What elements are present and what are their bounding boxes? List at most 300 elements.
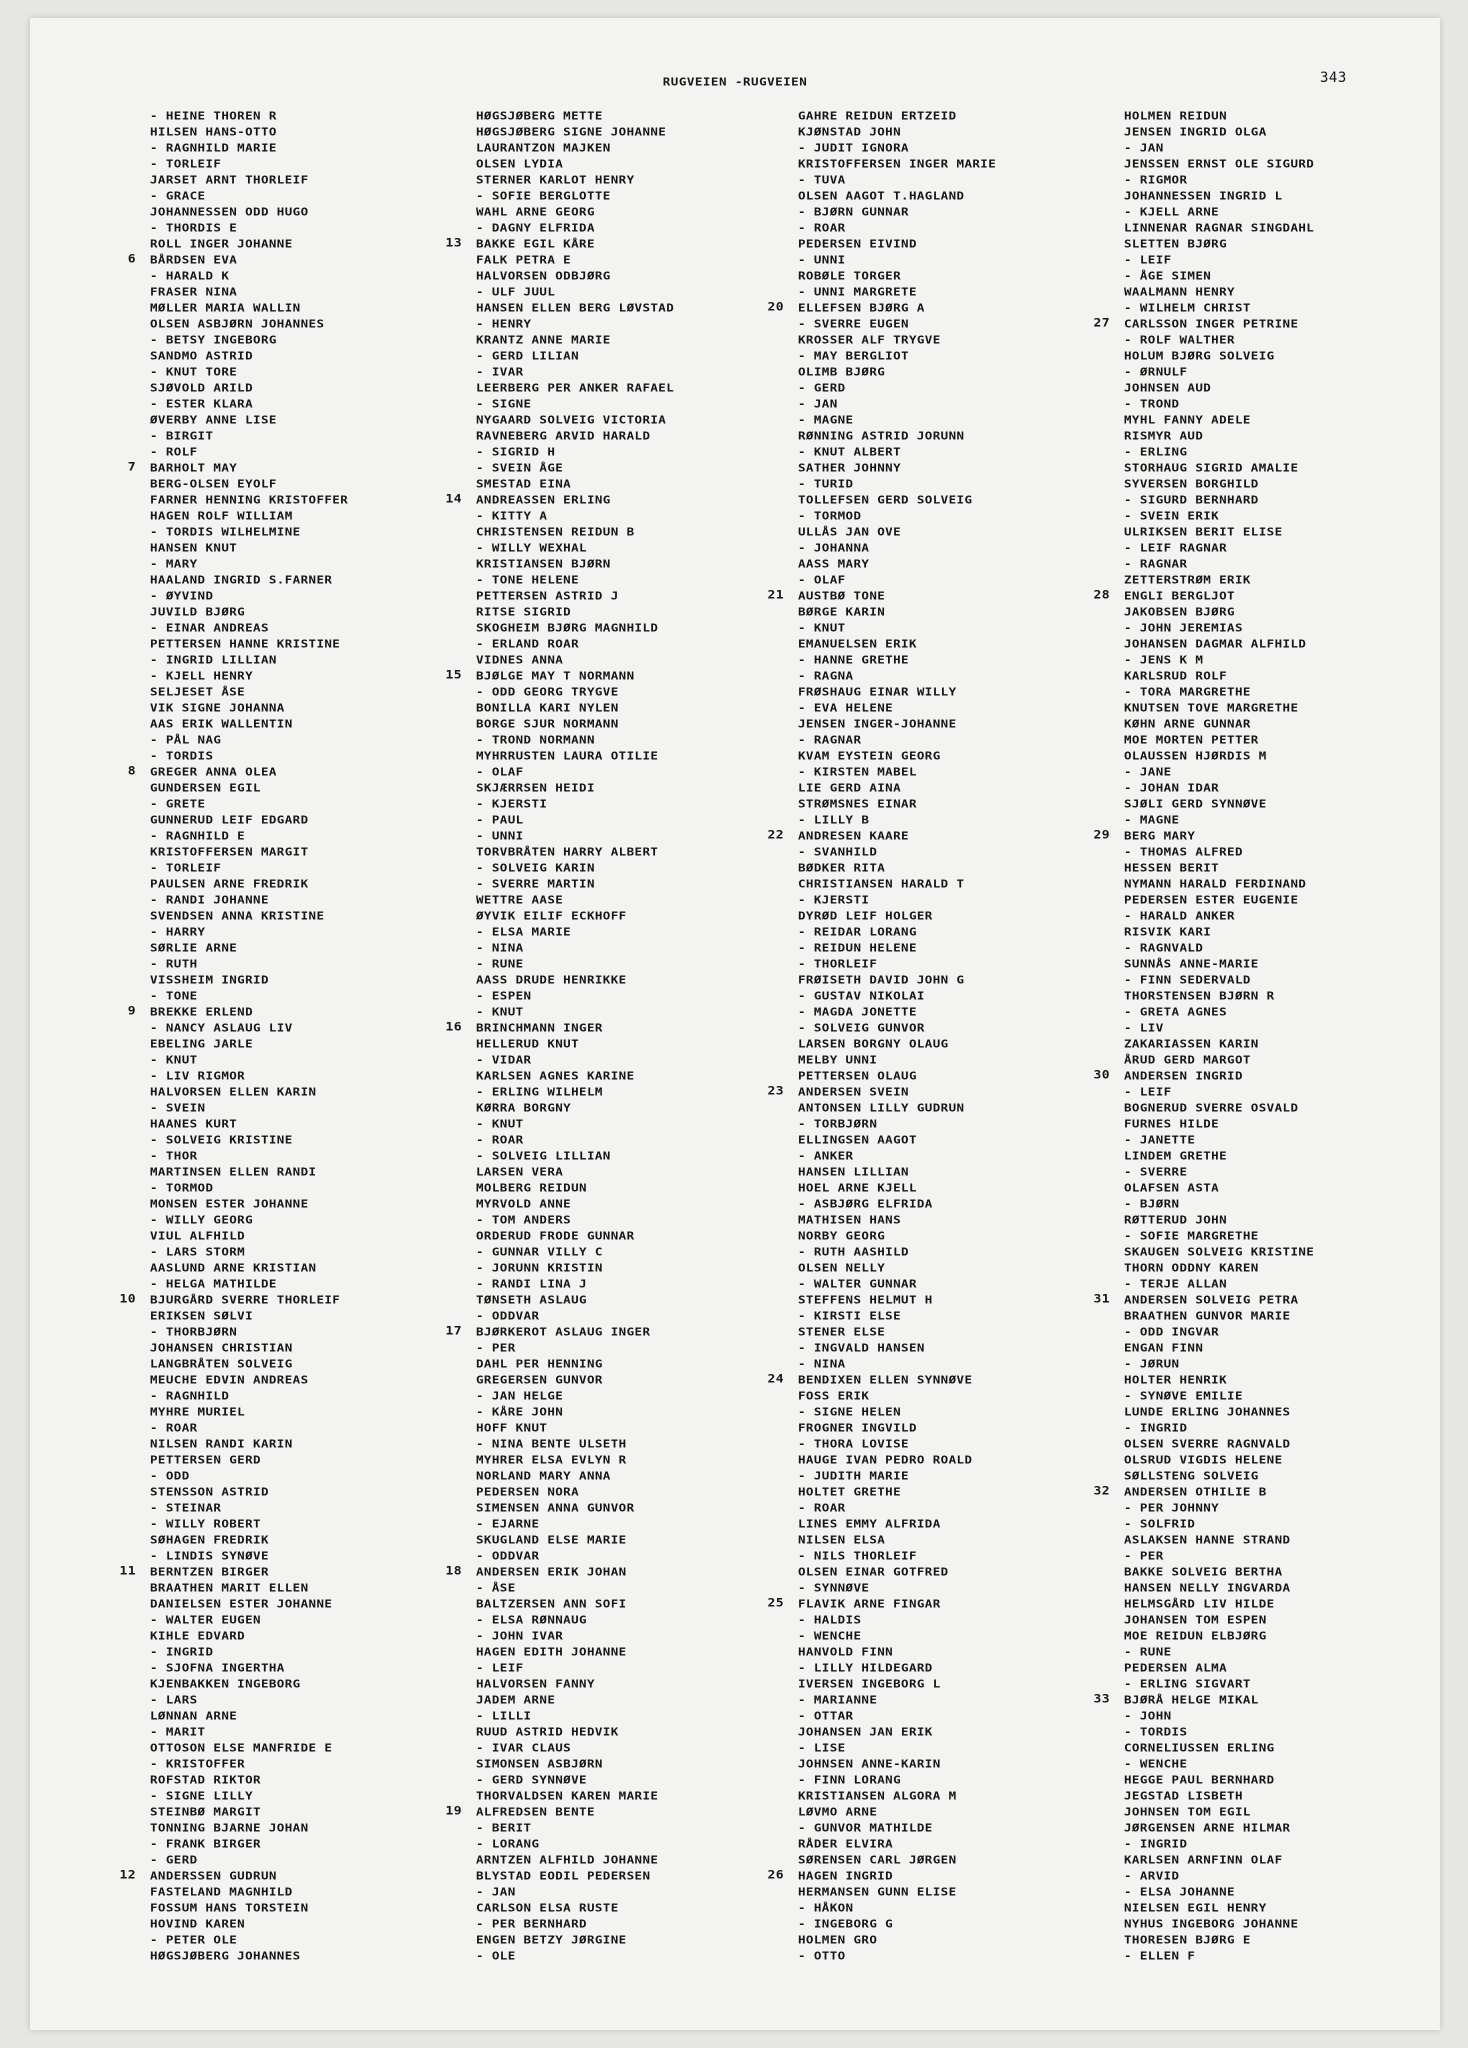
directory-entry bbox=[1124, 1628, 1454, 1644]
resident-name: - ODD INGVAR bbox=[1124, 1324, 1220, 1339]
resident-name: KROSSER ALF TRYGVE bbox=[798, 332, 941, 347]
directory-entry bbox=[798, 924, 1128, 940]
directory-entry bbox=[476, 1756, 806, 1772]
directory-entry bbox=[798, 1644, 1128, 1660]
directory-entry bbox=[798, 1260, 1128, 1276]
directory-entry bbox=[476, 444, 806, 460]
directory-entry bbox=[150, 1180, 480, 1196]
directory-entry bbox=[1124, 732, 1454, 748]
column-4 bbox=[1093, 108, 1454, 1964]
directory-entry bbox=[1124, 444, 1454, 460]
directory-entry bbox=[476, 396, 806, 412]
resident-name: - RAGNAR bbox=[1124, 556, 1188, 571]
resident-name: SJØLI GERD SYNNØVE bbox=[1124, 796, 1267, 811]
directory-entry bbox=[798, 972, 1128, 988]
resident-name: KØRRA BORGNY bbox=[476, 1100, 572, 1115]
resident-name: - JAN bbox=[476, 1884, 516, 1899]
resident-name: HALVORSEN ELLEN KARIN bbox=[150, 1084, 317, 1099]
directory-entry bbox=[798, 108, 1128, 124]
directory-entry bbox=[150, 268, 480, 284]
directory-entry bbox=[1124, 1660, 1454, 1676]
directory-entry bbox=[1124, 1084, 1454, 1100]
directory-entry bbox=[150, 1532, 480, 1548]
resident-name: - BJØRN bbox=[1124, 1196, 1180, 1211]
directory-entry bbox=[150, 652, 480, 668]
resident-name: WAALMANN HENRY bbox=[1124, 284, 1235, 299]
resident-name: - THORBJØRN bbox=[150, 1324, 238, 1339]
resident-name: - RAGNHILD MARIE bbox=[150, 140, 277, 155]
directory-entry bbox=[150, 220, 480, 236]
resident-name: FRØSHAUG EINAR WILLY bbox=[798, 684, 957, 699]
directory-entry bbox=[798, 412, 1128, 428]
house-number: 29 bbox=[1093, 828, 1110, 843]
resident-name: SYVERSEN BORGHILD bbox=[1124, 476, 1259, 491]
directory-entry bbox=[150, 876, 480, 892]
directory-entry bbox=[1124, 1580, 1454, 1596]
resident-name: IVERSEN INGEBORG L bbox=[798, 1676, 941, 1691]
resident-name: JUVILD BJØRG bbox=[150, 604, 246, 619]
directory-entry bbox=[150, 1020, 480, 1036]
directory-entry bbox=[798, 1708, 1128, 1724]
directory-entry bbox=[476, 1548, 806, 1564]
directory-entry bbox=[1124, 1308, 1454, 1324]
resident-name: FURNES HILDE bbox=[1124, 1116, 1220, 1131]
directory-entry bbox=[476, 1068, 806, 1084]
directory-entry bbox=[150, 844, 480, 860]
directory-entry bbox=[798, 332, 1128, 348]
house-number: 30 bbox=[1093, 1068, 1110, 1083]
directory-entry bbox=[476, 172, 806, 188]
resident-name: HAGEN INGRID bbox=[798, 1868, 894, 1883]
directory-entry bbox=[150, 1468, 480, 1484]
directory-entry bbox=[798, 1340, 1128, 1356]
directory-entry bbox=[767, 300, 1128, 316]
resident-name: HALVORSEN ODBJØRG bbox=[476, 268, 611, 283]
resident-name: FRASER NINA bbox=[150, 284, 238, 299]
directory-entry bbox=[476, 1932, 806, 1948]
directory-entry bbox=[476, 716, 806, 732]
resident-name: - RAGNAR bbox=[798, 732, 862, 747]
directory-entry bbox=[798, 1516, 1128, 1532]
resident-name: JADEM ARNE bbox=[476, 1692, 556, 1707]
directory-entry bbox=[476, 1468, 806, 1484]
directory-entry bbox=[476, 1196, 806, 1212]
directory-entry bbox=[798, 1324, 1128, 1340]
resident-name: KRISTOFFERSEN INGER MARIE bbox=[798, 156, 997, 171]
directory-entry bbox=[1093, 828, 1454, 844]
resident-name: - LILLY HILDEGARD bbox=[798, 1660, 933, 1675]
directory-entry bbox=[150, 1356, 480, 1372]
directory-entry bbox=[798, 684, 1128, 700]
resident-name: - LIV bbox=[1124, 1020, 1164, 1035]
directory-entry bbox=[798, 204, 1128, 220]
resident-name: KRISTIANSEN ALGORA M bbox=[798, 1788, 957, 1803]
resident-name: OLAUSSEN HJØRDIS M bbox=[1124, 748, 1267, 763]
directory-entry bbox=[798, 940, 1128, 956]
resident-name: - SVANHILD bbox=[798, 844, 878, 859]
resident-name: STRØMSNES EINAR bbox=[798, 796, 917, 811]
resident-name: HAGEN EDITH JOHANNE bbox=[476, 1644, 627, 1659]
resident-name: TØNSETH ASLAUG bbox=[476, 1292, 587, 1307]
directory-entry bbox=[476, 1692, 806, 1708]
resident-name: - PER BERNHARD bbox=[476, 1916, 587, 1931]
resident-name: - ÅGE SIMEN bbox=[1124, 268, 1212, 283]
house-number: 13 bbox=[445, 236, 462, 251]
resident-name: - JUDITH MARIE bbox=[798, 1468, 909, 1483]
house-number: 15 bbox=[445, 668, 462, 683]
resident-name: - INGRID LILLIAN bbox=[150, 652, 277, 667]
resident-name: GREGERSEN GUNVOR bbox=[476, 1372, 603, 1387]
directory-entry bbox=[150, 1740, 480, 1756]
resident-name: - RANDI JOHANNE bbox=[150, 892, 269, 907]
resident-name: LØVMO ARNE bbox=[798, 1804, 878, 1819]
resident-name: AASS MARY bbox=[798, 556, 870, 571]
directory-entry bbox=[798, 1500, 1128, 1516]
resident-name: HOLTET GRETHE bbox=[798, 1484, 902, 1499]
directory-entry bbox=[476, 1308, 806, 1324]
directory-entry bbox=[1124, 716, 1454, 732]
resident-name: SUNNÅS ANNE-MARIE bbox=[1124, 956, 1259, 971]
directory-entry bbox=[150, 828, 480, 844]
resident-name: - TERJE ALLAN bbox=[1124, 1276, 1228, 1291]
directory-entry bbox=[150, 316, 480, 332]
directory-entry bbox=[150, 620, 480, 636]
resident-name: SMESTAD EINA bbox=[476, 476, 572, 491]
resident-name: - ELLEN F bbox=[1124, 1948, 1196, 1963]
directory-entry bbox=[798, 236, 1128, 252]
directory-entry bbox=[150, 716, 480, 732]
directory-entry bbox=[150, 1948, 480, 1964]
resident-name: KRISTIANSEN BJØRN bbox=[476, 556, 611, 571]
directory-entry bbox=[1093, 316, 1454, 332]
resident-name: - JAN bbox=[1124, 140, 1164, 155]
directory-entry bbox=[150, 380, 480, 396]
directory-entry bbox=[1124, 1852, 1454, 1868]
resident-name: - SIGNE HELEN bbox=[798, 1404, 902, 1419]
resident-name: BARHOLT MAY bbox=[150, 460, 238, 475]
resident-name: - SOLVEIG KRISTINE bbox=[150, 1132, 293, 1147]
resident-name: NORBY GEORG bbox=[798, 1228, 886, 1243]
directory-entry bbox=[1124, 1756, 1454, 1772]
resident-name: HØGSJØBERG SIGNE JOHANNE bbox=[476, 124, 667, 139]
resident-name: JOHANSEN CHRISTIAN bbox=[150, 1340, 293, 1355]
resident-name: BREKKE ERLEND bbox=[150, 1004, 254, 1019]
resident-name: FARNER HENNING KRISTOFFER bbox=[150, 492, 349, 507]
resident-name: - INGEBORG G bbox=[798, 1916, 894, 1931]
directory-entry bbox=[150, 700, 480, 716]
directory-entry bbox=[1124, 140, 1454, 156]
resident-name: - HANNE GRETHE bbox=[798, 652, 909, 667]
directory-entry bbox=[1124, 700, 1454, 716]
directory-entry bbox=[798, 1548, 1128, 1564]
directory-entry bbox=[476, 860, 806, 876]
directory-entry bbox=[476, 1340, 806, 1356]
resident-name: HØGSJØBERG METTE bbox=[476, 108, 603, 123]
resident-name: - ODDVAR bbox=[476, 1548, 540, 1563]
resident-name: BÅRDSEN EVA bbox=[150, 252, 238, 267]
resident-name: - NINA bbox=[798, 1356, 846, 1371]
directory-entry bbox=[1124, 940, 1454, 956]
resident-name: - MARIANNE bbox=[798, 1692, 878, 1707]
directory-entry bbox=[798, 1036, 1128, 1052]
resident-name: - MAGDA JONETTE bbox=[798, 1004, 917, 1019]
directory-entry bbox=[150, 1804, 480, 1820]
directory-entry bbox=[476, 1260, 806, 1276]
directory-entry bbox=[476, 220, 806, 236]
directory-entry bbox=[150, 1212, 480, 1228]
directory-entry bbox=[150, 940, 480, 956]
resident-name: LINDEM GRETHE bbox=[1124, 1148, 1228, 1163]
resident-name: ALFREDSEN BENTE bbox=[476, 1804, 595, 1819]
directory-entry bbox=[1124, 668, 1454, 684]
directory-entry bbox=[150, 1500, 480, 1516]
resident-name: ULRIKSEN BERIT ELISE bbox=[1124, 524, 1283, 539]
directory-entry bbox=[798, 188, 1128, 204]
directory-entry bbox=[445, 236, 806, 252]
resident-name: - PER bbox=[1124, 1548, 1164, 1563]
directory-entry bbox=[1124, 284, 1454, 300]
directory-entry bbox=[476, 1148, 806, 1164]
directory-entry bbox=[476, 1884, 806, 1900]
directory-entry bbox=[798, 1244, 1128, 1260]
directory-entry bbox=[798, 620, 1128, 636]
resident-name: - LEIF bbox=[1124, 252, 1172, 267]
directory-entry bbox=[476, 1612, 806, 1628]
directory-entry bbox=[150, 1708, 480, 1724]
resident-name: - LEIF bbox=[1124, 1084, 1172, 1099]
directory-entry bbox=[1124, 332, 1454, 348]
directory-entry bbox=[1124, 924, 1454, 940]
directory-entry bbox=[1093, 1692, 1454, 1708]
directory-entry bbox=[1124, 348, 1454, 364]
resident-name: - INGVALD HANSEN bbox=[798, 1340, 925, 1355]
resident-name: BERG MARY bbox=[1124, 828, 1196, 843]
directory-entry bbox=[476, 732, 806, 748]
resident-name: BJØLGE MAY T NORMANN bbox=[476, 668, 635, 683]
resident-name: BORGE SJUR NORMANN bbox=[476, 716, 619, 731]
directory-entry bbox=[476, 1244, 806, 1260]
directory-entry bbox=[798, 1436, 1128, 1452]
resident-name: - OLAF bbox=[476, 764, 524, 779]
resident-name: - JØRUN bbox=[1124, 1356, 1180, 1371]
resident-name: GUNNERUD LEIF EDGARD bbox=[150, 812, 309, 827]
directory-entry bbox=[798, 1724, 1128, 1740]
directory-entry bbox=[150, 1548, 480, 1564]
resident-name: - PER bbox=[476, 1340, 516, 1355]
resident-name: JOHANSEN TOM ESPEN bbox=[1124, 1612, 1267, 1627]
directory-entry bbox=[1124, 1020, 1454, 1036]
directory-entry bbox=[476, 524, 806, 540]
directory-entry bbox=[119, 1868, 480, 1884]
resident-name: - JUDIT IGNORA bbox=[798, 140, 909, 155]
directory-entry bbox=[150, 1788, 480, 1804]
resident-name: SVENDSEN ANNA KRISTINE bbox=[150, 908, 325, 923]
directory-entry bbox=[798, 1948, 1128, 1964]
directory-entry bbox=[150, 1132, 480, 1148]
directory-entry bbox=[798, 460, 1128, 476]
directory-entry bbox=[1124, 1180, 1454, 1196]
resident-name: MOE MORTEN PETTER bbox=[1124, 732, 1259, 747]
resident-name: DANIELSEN ESTER JOHANNE bbox=[150, 1596, 333, 1611]
directory-entry bbox=[767, 588, 1128, 604]
directory-entry bbox=[798, 1532, 1128, 1548]
resident-name: - INGRID bbox=[1124, 1836, 1188, 1851]
resident-name: PAULSEN ARNE FREDRIK bbox=[150, 876, 309, 891]
directory-entry bbox=[1124, 860, 1454, 876]
resident-name: - ROLF bbox=[150, 444, 198, 459]
directory-entry bbox=[1124, 124, 1454, 140]
resident-name: TOLLEFSEN GERD SOLVEIG bbox=[798, 492, 973, 507]
resident-name: - TORLEIF bbox=[150, 860, 222, 875]
resident-name: RØNNING ASTRID JORUNN bbox=[798, 428, 965, 443]
directory-entry bbox=[476, 1484, 806, 1500]
directory-entry bbox=[150, 508, 480, 524]
directory-entry bbox=[1093, 1068, 1454, 1084]
resident-name: TORVBRÅTEN HARRY ALBERT bbox=[476, 844, 659, 859]
directory-entry bbox=[798, 1468, 1128, 1484]
directory-entry bbox=[767, 1372, 1128, 1388]
resident-name: HELMSGÅRD LIV HILDE bbox=[1124, 1596, 1275, 1611]
directory-entry bbox=[476, 652, 806, 668]
directory-entry bbox=[476, 844, 806, 860]
resident-name: PETTERSEN GERD bbox=[150, 1452, 261, 1467]
resident-name: - REIDUN HELENE bbox=[798, 940, 917, 955]
resident-name: MEUCHE EDVIN ANDREAS bbox=[150, 1372, 309, 1387]
directory-entry bbox=[1124, 1036, 1454, 1052]
resident-name: MOE REIDUN ELBJØRG bbox=[1124, 1628, 1267, 1643]
directory-entry bbox=[1124, 476, 1454, 492]
resident-name: PEDERSEN EIVIND bbox=[798, 236, 917, 251]
directory-entry bbox=[150, 300, 480, 316]
resident-name: - OLE bbox=[476, 1948, 516, 1963]
directory-entry bbox=[476, 268, 806, 284]
directory-entry bbox=[476, 508, 806, 524]
directory-entry bbox=[798, 604, 1128, 620]
directory-entry bbox=[798, 1212, 1128, 1228]
directory-entry bbox=[150, 204, 480, 220]
resident-name: BAKKE SOLVEIG BERTHA bbox=[1124, 1564, 1283, 1579]
resident-name: KØHN ARNE GUNNAR bbox=[1124, 716, 1251, 731]
resident-name: HANSEN ELLEN BERG LØVSTAD bbox=[476, 300, 675, 315]
resident-name: ZAKARIASSEN KARIN bbox=[1124, 1036, 1259, 1051]
directory-entry bbox=[476, 1228, 806, 1244]
directory-entry bbox=[476, 348, 806, 364]
resident-name: LARSEN BORGNY OLAUG bbox=[798, 1036, 949, 1051]
resident-name: - WILLY ROBERT bbox=[150, 1516, 261, 1531]
resident-name: - GRETA AGNES bbox=[1124, 1004, 1228, 1019]
directory-entry bbox=[1124, 1884, 1454, 1900]
resident-name: KRANTZ ANNE MARIE bbox=[476, 332, 611, 347]
directory-entry bbox=[150, 540, 480, 556]
directory-entry bbox=[150, 796, 480, 812]
directory-entry bbox=[150, 172, 480, 188]
resident-name: - THOR bbox=[150, 1148, 198, 1163]
resident-name: - THORA LOVISE bbox=[798, 1436, 909, 1451]
resident-name: - RUNE bbox=[1124, 1644, 1172, 1659]
directory-entry bbox=[1124, 1532, 1454, 1548]
directory-entry bbox=[798, 1276, 1128, 1292]
resident-name: - BETSY INGEBORG bbox=[150, 332, 277, 347]
resident-name: - ØYVIND bbox=[150, 588, 214, 603]
directory-entry bbox=[1124, 1500, 1454, 1516]
directory-entry bbox=[1124, 220, 1454, 236]
resident-name: AUSTBØ TONE bbox=[798, 588, 886, 603]
directory-entry bbox=[1124, 1436, 1454, 1452]
directory-entry bbox=[1124, 1356, 1454, 1372]
resident-name: - LEIF RAGNAR bbox=[1124, 540, 1228, 555]
directory-entry bbox=[476, 1420, 806, 1436]
resident-name: ELLEFSEN BJØRG A bbox=[798, 300, 925, 315]
resident-name: RITSE SIGRID bbox=[476, 604, 572, 619]
house-number: 9 bbox=[127, 1004, 136, 1019]
directory-entry bbox=[150, 156, 480, 172]
directory-entry bbox=[1124, 1596, 1454, 1612]
resident-name: JOHNSEN TOM EGIL bbox=[1124, 1804, 1251, 1819]
resident-name: - SYNØVE EMILIE bbox=[1124, 1388, 1243, 1403]
resident-name: NIELSEN EGIL HENRY bbox=[1124, 1900, 1267, 1915]
resident-name: OLIMB BJØRG bbox=[798, 364, 886, 379]
directory-entry bbox=[150, 1756, 480, 1772]
resident-name: - ROAR bbox=[798, 1500, 846, 1515]
directory-entry bbox=[1124, 1900, 1454, 1916]
house-number: 25 bbox=[767, 1596, 784, 1611]
resident-name: ENGAN FINN bbox=[1124, 1340, 1204, 1355]
resident-name: NORLAND MARY ANNA bbox=[476, 1468, 611, 1483]
resident-name: MYHRER ELSA EVLYN R bbox=[476, 1452, 627, 1467]
directory-entry bbox=[1124, 1052, 1454, 1068]
directory-entry bbox=[476, 1788, 806, 1804]
directory-entry bbox=[476, 1852, 806, 1868]
directory-entry bbox=[150, 1388, 480, 1404]
directory-entry bbox=[476, 476, 806, 492]
directory-entry bbox=[476, 908, 806, 924]
directory-entry bbox=[798, 1564, 1128, 1580]
resident-name: FRØISETH DAVID JOHN G bbox=[798, 972, 965, 987]
directory-entry bbox=[150, 1324, 480, 1340]
directory-entry bbox=[1124, 844, 1454, 860]
resident-name: ANDERSEN SOLVEIG PETRA bbox=[1124, 1292, 1299, 1307]
resident-name: - WALTER GUNNAR bbox=[798, 1276, 917, 1291]
resident-name: - HARALD K bbox=[150, 268, 230, 283]
directory-entry bbox=[476, 972, 806, 988]
directory-entry bbox=[1124, 1788, 1454, 1804]
directory-entry bbox=[798, 268, 1128, 284]
resident-name: KNUTSEN TOVE MARGRETHE bbox=[1124, 700, 1299, 715]
resident-name: - TORA MARGRETHE bbox=[1124, 684, 1251, 699]
directory-entry bbox=[150, 1228, 480, 1244]
directory-entry bbox=[798, 1132, 1128, 1148]
directory-entry bbox=[150, 1916, 480, 1932]
resident-name: RISMYR AUD bbox=[1124, 428, 1204, 443]
directory-entry bbox=[150, 108, 480, 124]
resident-name: - MAGNE bbox=[798, 412, 854, 427]
directory-entry bbox=[1124, 1340, 1454, 1356]
resident-name: JOHANNESSEN INGRID L bbox=[1124, 188, 1283, 203]
directory-entry bbox=[798, 1836, 1128, 1852]
resident-name: - WENCHE bbox=[1124, 1756, 1188, 1771]
resident-name: - KIRSTEN MABEL bbox=[798, 764, 917, 779]
directory-entry bbox=[798, 156, 1128, 172]
resident-name: PEDERSEN ALMA bbox=[1124, 1660, 1228, 1675]
resident-name: JARSET ARNT THORLEIF bbox=[150, 172, 309, 187]
directory-entry bbox=[1124, 172, 1454, 188]
directory-entry bbox=[150, 1772, 480, 1788]
directory-entry bbox=[476, 124, 806, 140]
resident-name: - LILLY B bbox=[798, 812, 870, 827]
resident-name: - SIGNE bbox=[476, 396, 532, 411]
directory-entry bbox=[798, 508, 1128, 524]
directory-entry bbox=[150, 1116, 480, 1132]
